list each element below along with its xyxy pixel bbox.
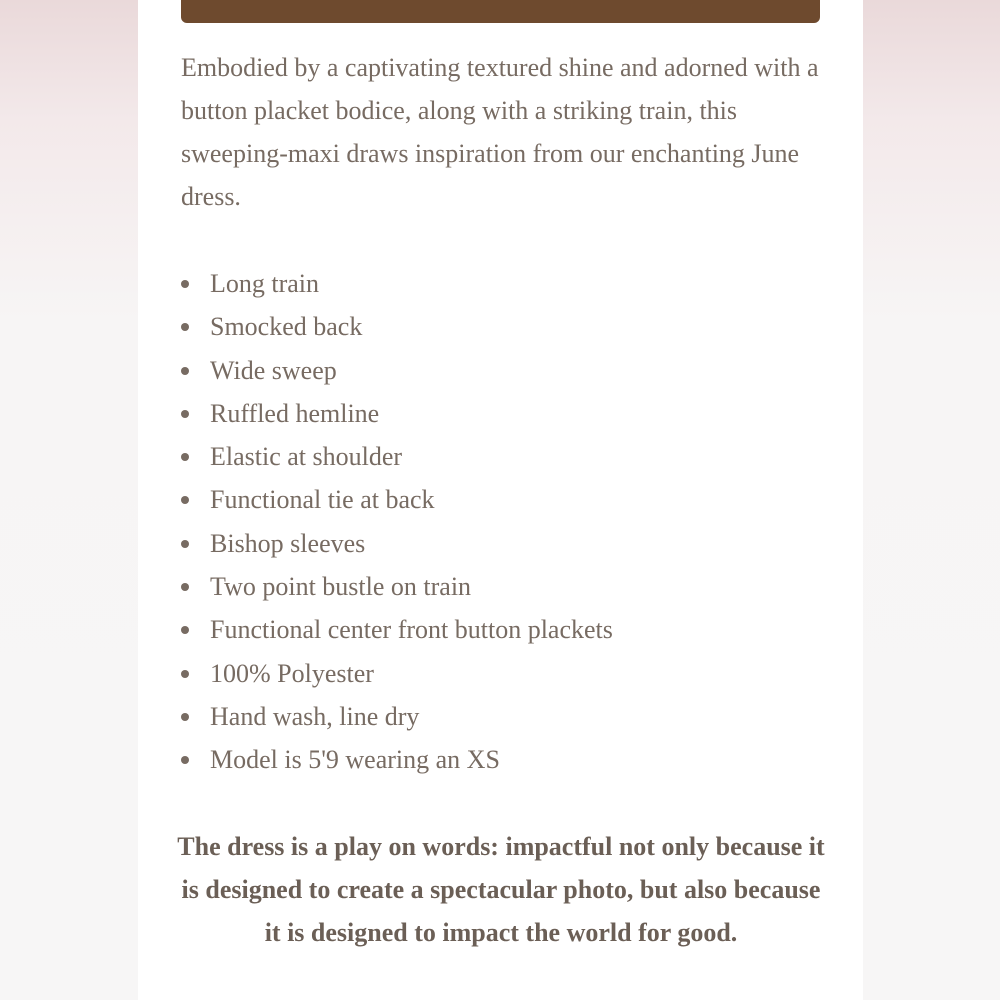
list-item <box>181 565 821 608</box>
bullet-icon <box>181 496 189 504</box>
bullet-icon <box>181 713 189 721</box>
list-item <box>181 478 821 521</box>
feature-text: Hand wash, line dry <box>210 701 420 731</box>
bullet-icon <box>181 367 189 375</box>
bullet-icon <box>181 756 189 764</box>
accent-button-bar[interactable] <box>181 0 820 23</box>
bullet-icon <box>181 410 189 418</box>
bullet-icon <box>181 453 189 461</box>
product-description: Embodied by a captivating textured shine and adorned with a button placket bodice, along with a striking train, this sweeping-maxi draws inspiration from our enchanting June dress. <box>181 53 819 211</box>
list-item <box>181 652 821 695</box>
feature-text: Ruffled hemline <box>210 398 380 428</box>
bullet-icon <box>181 626 189 634</box>
bullet-icon <box>181 280 189 288</box>
feature-list <box>181 262 821 782</box>
feature-text: Model is 5'9 wearing an XS <box>210 745 500 775</box>
feature-text: Functional tie at back <box>210 485 435 515</box>
list-item <box>181 262 821 305</box>
list-item <box>181 695 821 738</box>
feature-text: Smocked back <box>210 312 363 342</box>
feature-text: Long train <box>210 269 320 298</box>
list-item <box>181 435 821 478</box>
list-item <box>181 392 821 435</box>
bullet-icon <box>181 540 189 548</box>
feature-text: Two point bustle on train <box>210 572 472 602</box>
bullet-icon <box>181 670 189 678</box>
list-item <box>181 522 821 565</box>
bullet-icon <box>181 323 189 331</box>
product-details-card <box>138 0 863 1000</box>
feature-text: 100% Polyester <box>210 658 374 688</box>
closing-statement: The dress is a play on words: impactful not only because it is designed to create a spectacular photo, but also because it is designed to impact the world for good. <box>177 832 825 947</box>
list-item <box>181 305 821 348</box>
list-item <box>181 349 821 392</box>
feature-text: Elastic at shoulder <box>210 442 403 472</box>
feature-text: Functional center front button plackets <box>210 615 613 645</box>
bullet-icon <box>181 583 189 591</box>
list-item <box>181 738 821 781</box>
list-item <box>181 608 821 651</box>
feature-text: Bishop sleeves <box>210 528 366 558</box>
feature-text: Wide sweep <box>210 355 337 385</box>
